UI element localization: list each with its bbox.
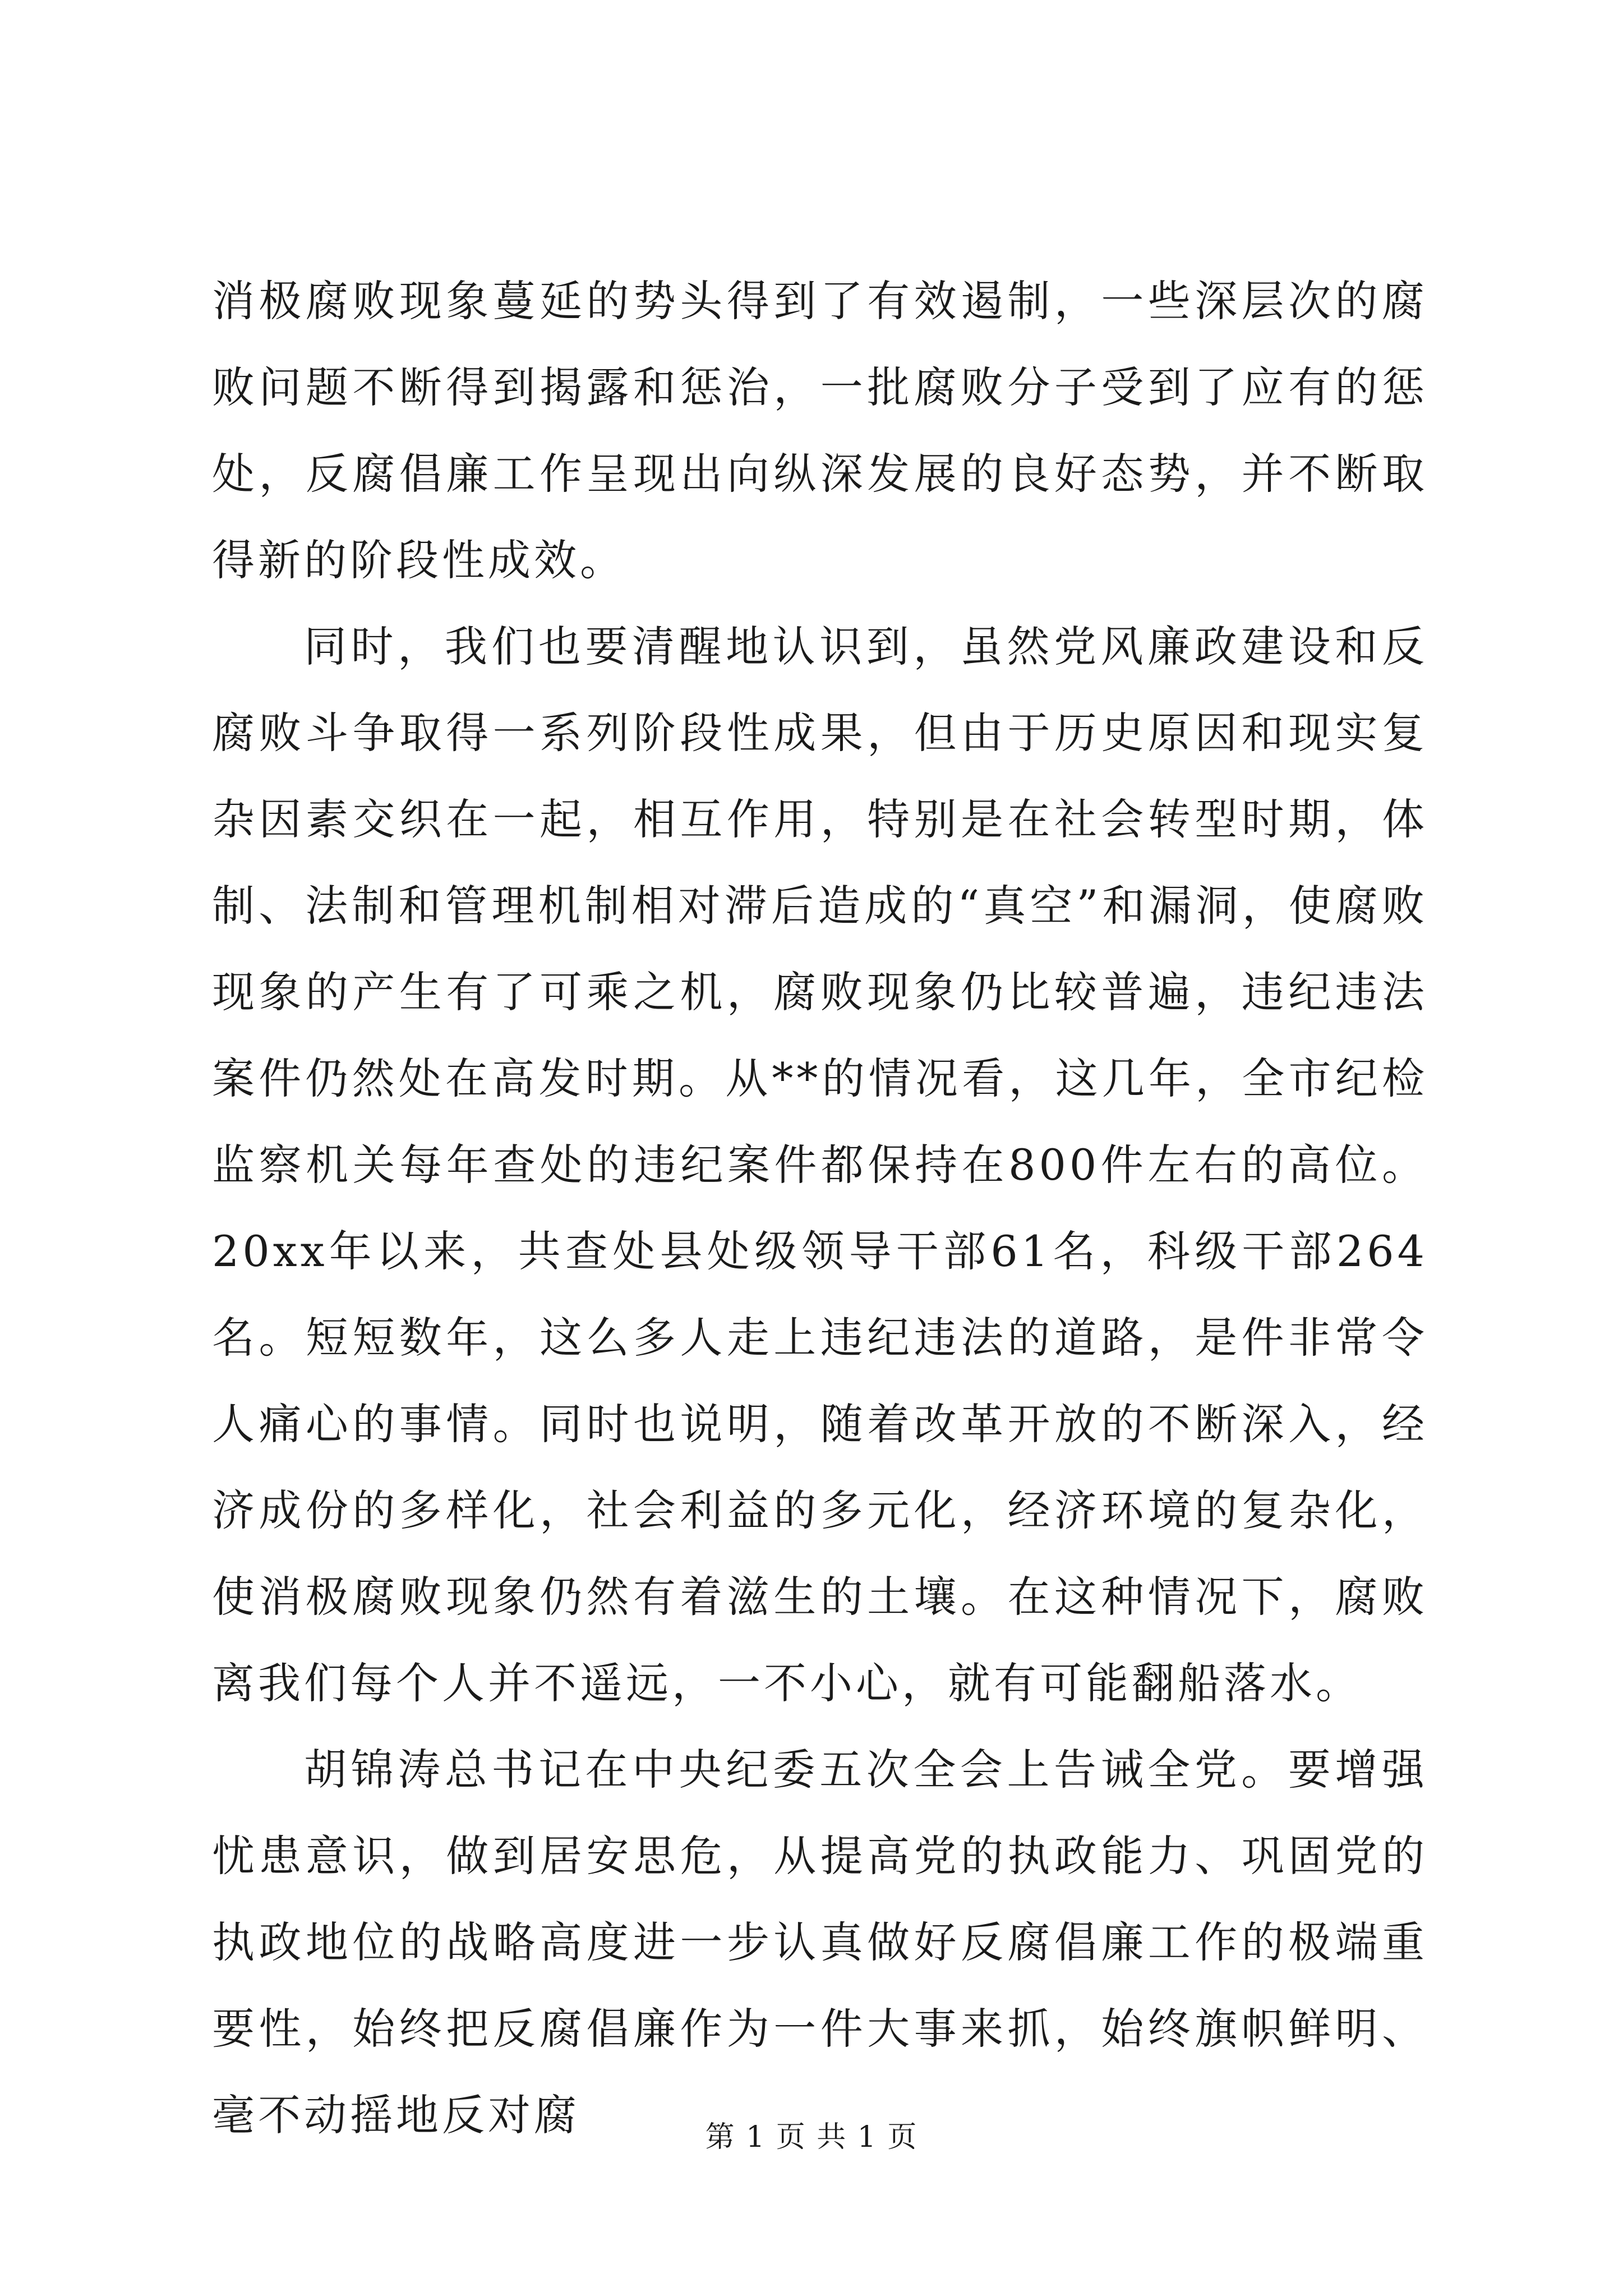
document-body bbox=[212, 258, 1428, 2159]
paragraph-corruption-situation: 同时，我们也要清醒地认识到，虽然党风廉政建设和反腐败斗争取得一系列阶段性成果，但由于历史原因和现实复杂因素交织在一起，相互作用，特别是在社会转型时期，体制、法制和管理机制相对滞后造成的“真空”和漏洞，使腐败现象的产生有了可乘之机，腐败现象仍比较普遍，违纪违法案件仍然处在高发时期。从**的情况看，这几年，全市纪检监察机关每年查处的违纪案件都保持在800件左右的高位。20xx年以来，共查处县处级领导干部61名，科级干部264名。短短数年，这么多人走上违纪违法的道路，是件非常令人痛心的事情。同时也说明，随着改革开放的不断深入，经济成份的多样化，社会利益的多元化，经济环境的复杂化，使消极腐败现象仍然有着滋生的土壤。在这种情况下，腐败离我们每个人并不遥远，一不小心，就有可能翻船落水。 bbox=[212, 622, 1428, 1708]
paragraph-hu-jintao-warning: 胡锦涛总书记在中央纪委五次全会上告诫全党。要增强忧患意识，做到居安思危，从提高党的执政能力、巩固党的执政地位的战略高度进一步认真做好反腐倡廉工作的极端重要性，始终把反腐倡廉作为一件大事来抓，始终旗帜鲜明、毫不动摇地反对腐 bbox=[212, 1745, 1428, 2140]
paragraph-continuation: 消极腐败现象蔓延的势头得到了有效遏制，一些深层次的腐败问题不断得到揭露和惩治，一批腐败分子受到了应有的惩处，反腐倡廉工作呈现出向纵深发展的良好态势，并不断取得新的阶段性成效。 bbox=[212, 276, 1428, 585]
page-number-footer: 第 1 页 共 1 页 bbox=[705, 2120, 918, 2154]
